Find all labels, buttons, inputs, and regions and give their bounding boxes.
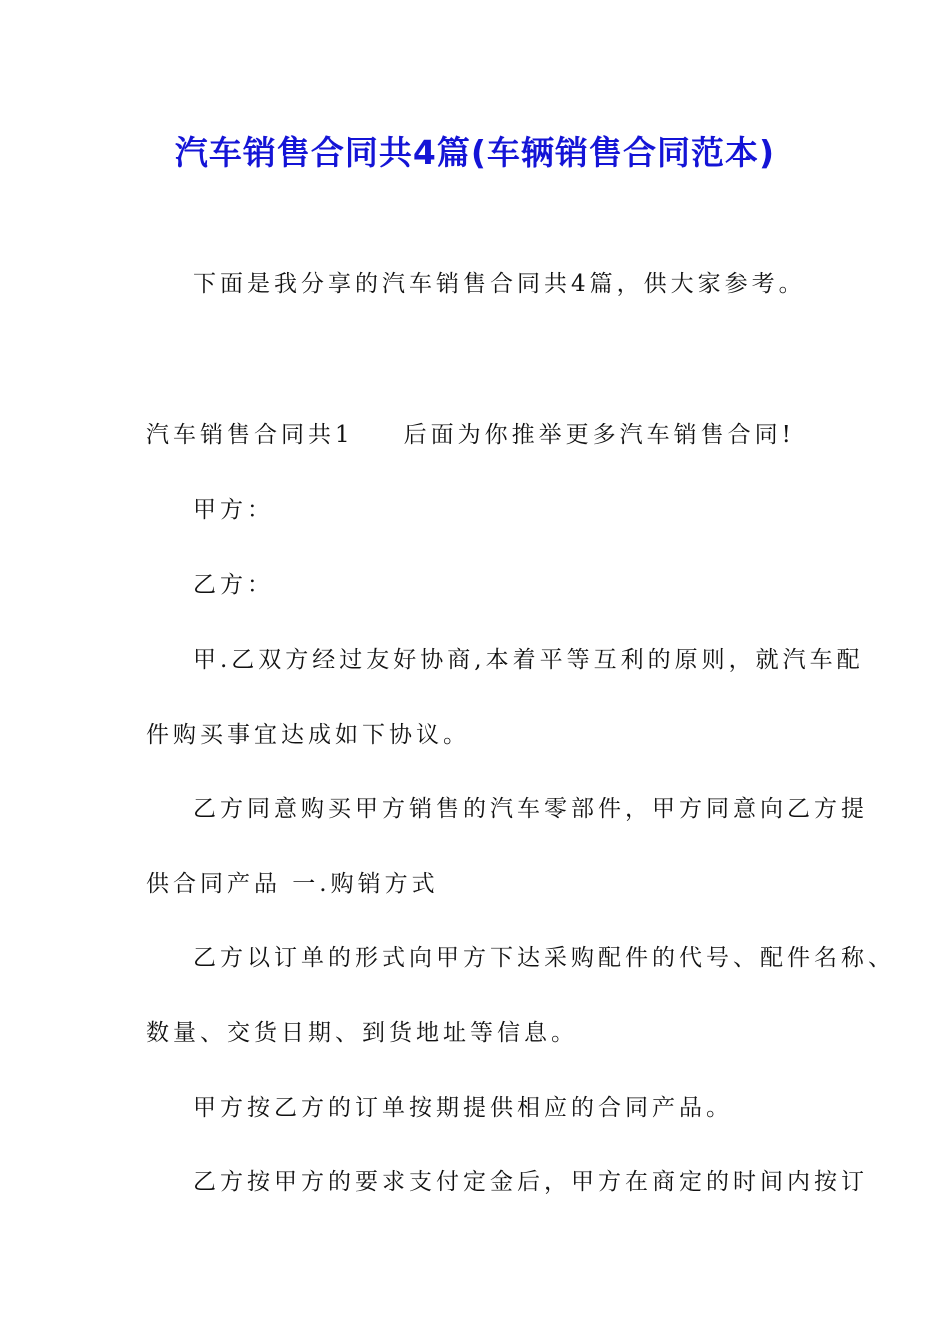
paragraph-line: 供合同产品 一.购销方式 [146,871,439,897]
section-note: 后面为你推举更多汽车销售合同! [403,422,795,448]
paragraph-line: 甲方按乙方的订单按期提供相应的合同产品。 [193,1095,733,1121]
paragraph-line: 乙方以订单的形式向甲方下达采购配件的代号、配件名称、 [193,945,895,971]
intro-paragraph: 下面是我分享的汽车销售合同共4篇，供大家参考。 [193,271,806,297]
paragraph-line: 数量、交货日期、到货地址等信息。 [146,1020,578,1046]
document-title: 汽车销售合同共4篇(车辆销售合同范本) [174,133,776,172]
section-heading: 汽车销售合同共1 [146,422,354,448]
paragraph-line: 甲.乙双方经过友好协商,本着平等互利的原则，就汽车配 [193,647,864,673]
paragraph-line: 乙方按甲方的要求支付定金后，甲方在商定的时间内按订 [193,1169,868,1195]
paragraph-line: 乙方同意购买甲方销售的汽车零部件，甲方同意向乙方提 [193,796,868,822]
party-a-label: 甲方： [193,497,274,523]
paragraph-line: 件购买事宜达成如下协议。 [146,722,470,748]
party-b-label: 乙方： [193,572,274,598]
section-heading-row [146,419,795,451]
